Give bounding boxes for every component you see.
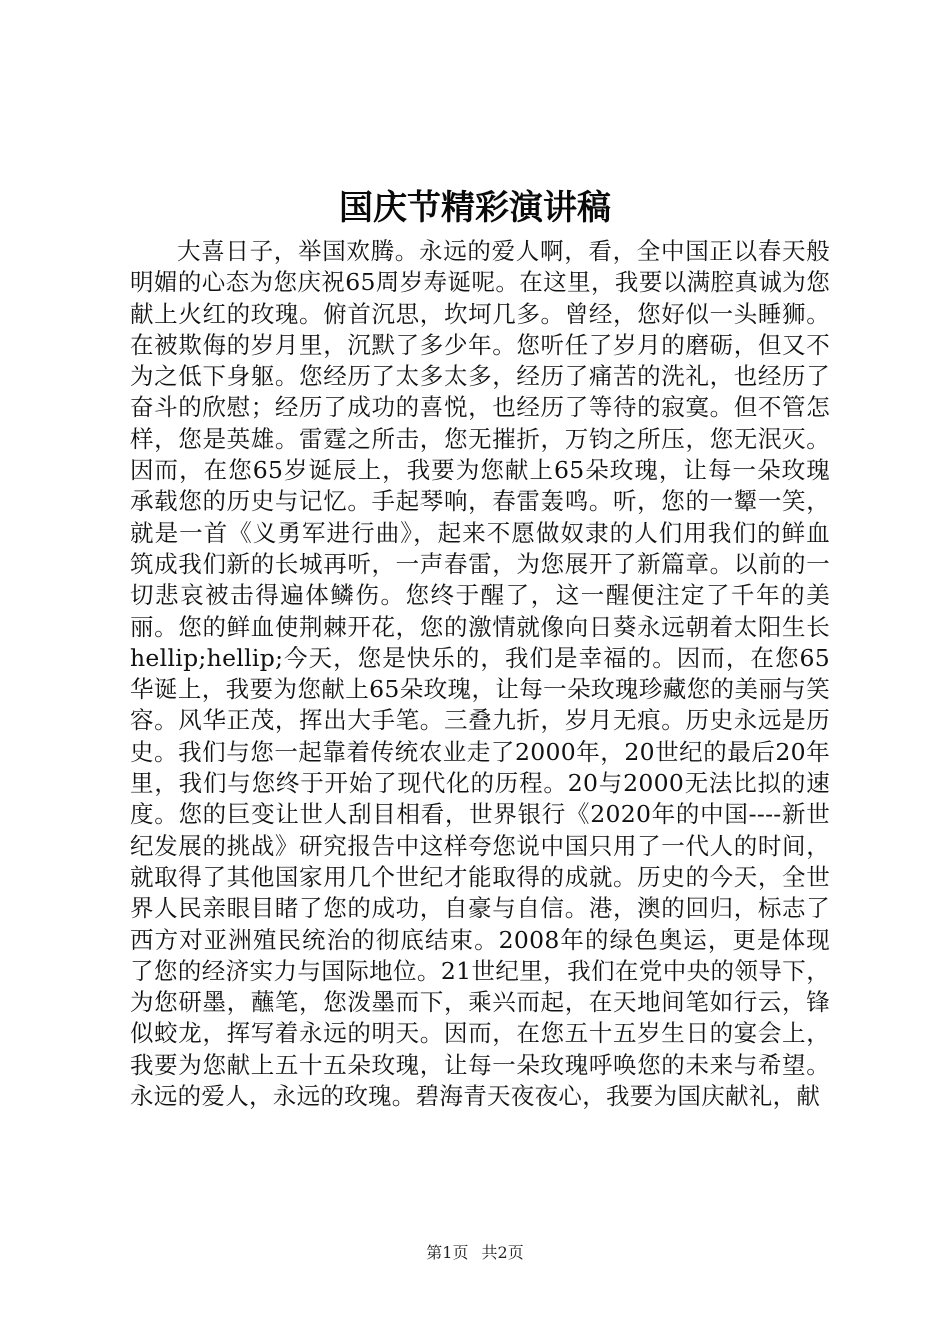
page-count: 共2页 xyxy=(481,1243,524,1262)
body-paragraph: 大喜日子，举国欢腾。永远的爱人啊，看，全中国正以春天般明媚的心态为您庆祝65周岁寿诞呢。在这里，我要以满腔真诚为您献上火红的玫瑰。俯首沉思，坎坷几多。曾经，您好似一头睡狮。在被欺侮的岁月里，沉默了多少年。您听任了岁月的磨砺，但又不为之低下身躯。您经历了太多太多，经历了痛苦的洗礼，也经历了奋斗的欣慰；经历了成功的喜悦，也经历了等待的寂寞。但不管怎样，您是英雄。雷霆之所击，您无摧折，万钧之所压，您无泯灭。因而，在您65岁诞辰上，我要为您献上65朵玫瑰，让每一朵玫瑰承载您的历史与记忆。手起琴响，春雷轰鸣。听，您的一颦一笑，就是一首《义勇军进行曲》，起来不愿做奴隶的人们用我们的鲜血筑成我们新的长城再听，一声春雷，为您展开了新篇章。以前的一切悲哀被击得遍体鳞伤。您终于醒了，这一醒便注定了千年的美丽。您的鲜血使荆棘开花，您的激情就像向日葵永远朝着太阳生长hellip;hellip;今天，您是快乐的，我们是幸福的。因而，在您65华诞上，我要为您献上65朵玫瑰，让每一朵玫瑰珍藏您的美丽与笑容。风华正茂，挥出大手笔。三叠九折，岁月无痕。历史永远是历史。我们与您一起靠着传统农业走了2000年，20世纪的最后20年里，我们与您终于开始了现代化的历程。20与2000无法比拟的速度。您的巨变让世人刮目相看，世界银行《2020年的中国----新世纪发展的挑战》研究报告中这样夸您说中国只用了一代人的时间，就取得了其他国家用几个世纪才能取得的成就。历史的今天，全世界人民亲眼目睹了您的成功，自豪与自信。港，澳的回归，标志了西方对亚洲殖民统治的彻底结束。2008年的绿色奥运，更是体现了您的经济实力与国际地位。21世纪里，我们在党中央的领导下，为您研墨，蘸笔，您泼墨而下，乘兴而起，在天地间笔如行云，锋似蛟龙，挥写着永远的明天。因而，在您五十五岁生日的宴会上，我要为您献上五十五朵玫瑰，让每一朵玫瑰呼唤您的未来与希望。永远的爱人，永远的玫瑰。碧海青天夜夜心，我要为国庆献礼，献 xyxy=(130,237,830,1111)
page-number: 第1页 xyxy=(426,1243,469,1262)
page-title: 国庆节精彩演讲稿 xyxy=(339,188,611,228)
page-footer xyxy=(0,1242,950,1264)
